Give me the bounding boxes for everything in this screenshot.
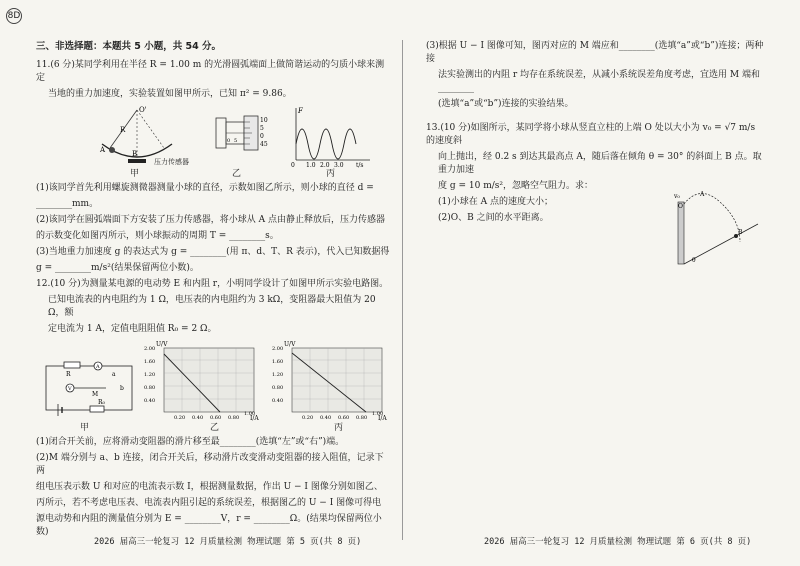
- q11-caption-jia: 甲: [130, 169, 140, 179]
- q12-circuit-M: M: [92, 391, 99, 398]
- q11-micro-tick-3: 0: [260, 133, 264, 140]
- q12-part3-line-3: (选填“a”或“b”)连接的实验结果。: [438, 99, 574, 109]
- q12-yi-xtick-5: 1.00: [244, 411, 256, 417]
- q13-stem-line-2: 向上抛出，经 0.2 s 到达其最高点 A，随后落在倾角 θ = 30° 的斜面上 B 点。取重力加速: [438, 152, 762, 175]
- q12-fig-graph-yi: [134, 340, 260, 422]
- q12-circuit-V: V: [68, 386, 72, 392]
- q12-bing-xtick-1: 0.20: [302, 415, 314, 421]
- q12-part2-line-1: (2)M 端分别与 a、b 连接，闭合开关后，移动滑片改变滑动变阻器的接入阻值，记录下两: [36, 453, 384, 476]
- q11-part1-line-1: (1)该同学首先利用螺旋测微器测量小球的直径，示数如图乙所示，则小球的直径 d =: [36, 183, 374, 193]
- q11-micro-tick-1: 10: [260, 117, 268, 124]
- q11-sensor-label: 压力传感器: [154, 158, 189, 166]
- q12-bing-xtick-2: 0.40: [320, 415, 332, 421]
- q11-fig-micrometer: [214, 112, 274, 156]
- q11-micro-scale-0: 0: [227, 138, 231, 144]
- q11-fig-force-graph: [286, 104, 376, 168]
- page-divider: [402, 40, 403, 540]
- q11-part2-line-2: 的示数变化如图丙所示，则小球振动的周期 T = ________s。: [36, 231, 279, 241]
- q11-graph-tick-3: 3.0: [334, 162, 344, 168]
- q11-micro-tick-2: 5: [260, 125, 264, 132]
- q12-bing-x-label: I/A: [378, 415, 387, 422]
- q12-figures: [36, 340, 390, 432]
- right-page: [426, 40, 766, 264]
- q11-part3-line-2: g = ________m/s²(结果保留两位小数)。: [36, 263, 199, 273]
- q12-yi-ytick-5: 0.40: [144, 398, 156, 404]
- q12-circuit-R: R: [66, 371, 71, 378]
- q12-caption-jia: 甲: [80, 423, 90, 433]
- q12-part3-line-2: 法实验测出的内阻 r 均存在系统误差，从减小系统误差角度考虑，宜选用 M 端和________: [438, 70, 760, 93]
- q12-fig-circuit: [40, 360, 138, 418]
- q12-part2-line-3: 丙所示，若不考虑电压表、电流表内阻引起的系统误差，根据图乙的 U − I 图像可得电: [36, 498, 382, 508]
- footer-right: 2026 届高三一轮复习 12 月质量检测 物理试题 第 6 页(共 8 页): [484, 537, 752, 547]
- q12-part3-line-1: (3)根据 U − I 图像可知，图丙对应的 M 端应和________(选填“a”或“b”)连接；两种接: [426, 41, 764, 64]
- q11-graph-tick-2: 2.0: [320, 162, 330, 168]
- left-page: [36, 40, 390, 542]
- q12-stem-line-2: 已知电流表的内电阻约为 1 Ω，电压表的内电阻约为 3 kΩ，变阻器最大阻值为 20 Ω，额: [48, 295, 376, 318]
- q13-label-theta: θ: [692, 257, 696, 264]
- q12-yi-xtick-2: 0.40: [192, 415, 204, 421]
- q13-stem-line-1: 13.(10 分)如图所示，某同学将小球从竖直立柱的上端 O 处以大小为 v₀ = √7 m/s 的速度斜: [426, 123, 756, 146]
- q11-stem-line-1: 11.(6 分)某同学利用在半径 R = 1.00 m 的光滑圆弧端面上做简谐运动的匀质小球来测定: [36, 60, 385, 83]
- q12-circuit-R0: R₀: [98, 399, 105, 406]
- q13-label-O: O: [678, 203, 683, 210]
- q12-stem-line-3: 定电流为 1 A，定值电阻阻值 R₀ = 2 Ω。: [48, 324, 217, 334]
- q12-bing-ytick-5: 0.40: [272, 398, 284, 404]
- q12-yi-y-label: U/V: [156, 341, 168, 348]
- q13-label-A: A: [700, 191, 705, 198]
- q12-bing-ytick-1: 2.00: [272, 346, 284, 352]
- q12-bing-xtick-4: 0.80: [356, 415, 368, 421]
- q12-yi-ytick-1: 2.00: [144, 346, 156, 352]
- q11-part2-line-1: (2)该同学在圆弧端面下方安装了压力传感器，将小球从 A 点由静止释放后，压力传感器: [36, 215, 385, 225]
- q11-part1-line-2: ________mm。: [36, 199, 99, 209]
- q12-caption-bing: 丙: [334, 423, 344, 433]
- q12-yi-xtick-1: 0.20: [174, 415, 186, 421]
- q12-circuit-a: a: [112, 371, 116, 378]
- corner-mark: 8D: [6, 8, 22, 24]
- q11-part3-line-1: (3)当地重力加速度 g 的表达式为 g = ________(用 π、d、T、R 表示)，代入已知数据得: [36, 247, 390, 257]
- q12-yi-xtick-3: 0.60: [210, 415, 222, 421]
- q11-label-O: O': [139, 106, 147, 114]
- q12-yi-ytick-2: 1.60: [144, 359, 156, 365]
- q12-fig-graph-bing: [262, 340, 388, 422]
- q13-question-2: (2)O、B 之间的水平距离。: [438, 213, 549, 223]
- q11-micro-tick-4: 45: [260, 141, 268, 148]
- q12-part1: (1)闭合开关前，应将滑动变阻器的滑片移至最________(选填“左”或“右”)端。: [36, 437, 345, 447]
- q11-micro-scale-5: 5: [234, 138, 238, 144]
- q12-yi-ytick-4: 0.80: [144, 385, 156, 391]
- q12-circuit-A: A: [96, 364, 100, 370]
- q11-graph-t: t/s: [356, 162, 364, 168]
- q11-caption-yi: 乙: [232, 169, 242, 179]
- q12-part2-line-2: 组电压表示数 U 和对应的电流表示数 I，根据测量数据，作出 U − I 图像分别如图乙、: [36, 482, 383, 492]
- q12-bing-ytick-4: 0.80: [272, 385, 284, 391]
- q13-stem-line-3: 度 g = 10 m/s²，忽略空气阻力。求：: [438, 181, 593, 191]
- q11-label-B: B: [132, 150, 138, 158]
- q13-fig-projectile: [670, 188, 760, 268]
- q11-stem-line-2: 当地的重力加速度，实验装置如图甲所示，已知 π² = 9.86。: [48, 89, 292, 99]
- q12-bing-xtick-3: 0.60: [338, 415, 350, 421]
- q12-yi-ytick-3: 1.20: [144, 372, 156, 378]
- q12-yi-x-label: I/A: [250, 415, 259, 422]
- q12-stem-line-1: 12.(10 分)为测量某电源的电动势 E 和内阻 r，小明同学设计了如图甲所示实验电路图。: [36, 279, 389, 289]
- section-title: 三、非选择题：本题共 5 小题，共 54 分。: [36, 41, 222, 52]
- q11-graph-F: F: [298, 107, 303, 115]
- q11-figures: [36, 104, 390, 178]
- q12-bing-ytick-2: 1.60: [272, 359, 284, 365]
- q12-part2-line-4: 源电动势和内阻的测量值分别为 E = ________V，r = ________Ω。(结果均保留两位小数): [36, 514, 382, 537]
- q12-caption-yi: 乙: [210, 423, 220, 433]
- footer-left: 2026 届高三一轮复习 12 月质量检测 物理试题 第 5 页(共 8 页): [94, 537, 362, 547]
- q11-caption-bing: 丙: [326, 169, 336, 179]
- q11-label-R: R: [120, 126, 126, 134]
- q13-question-1: (1)小球在 A 点的速度大小；: [438, 197, 553, 207]
- q12-yi-xtick-4: 0.80: [228, 415, 240, 421]
- q12-bing-ytick-3: 1.20: [272, 372, 284, 378]
- q12-circuit-b: b: [120, 385, 124, 392]
- q11-graph-tick-1: 1.0: [306, 162, 316, 168]
- q12-bing-xtick-5: 1.00: [372, 411, 384, 417]
- q11-label-A: A: [100, 146, 106, 154]
- q11-graph-tick-0: 0: [291, 162, 295, 168]
- q13-label-B: B: [738, 229, 743, 236]
- q12-bing-y-label: U/V: [284, 341, 296, 348]
- q13-label-v0: v₀: [674, 193, 680, 200]
